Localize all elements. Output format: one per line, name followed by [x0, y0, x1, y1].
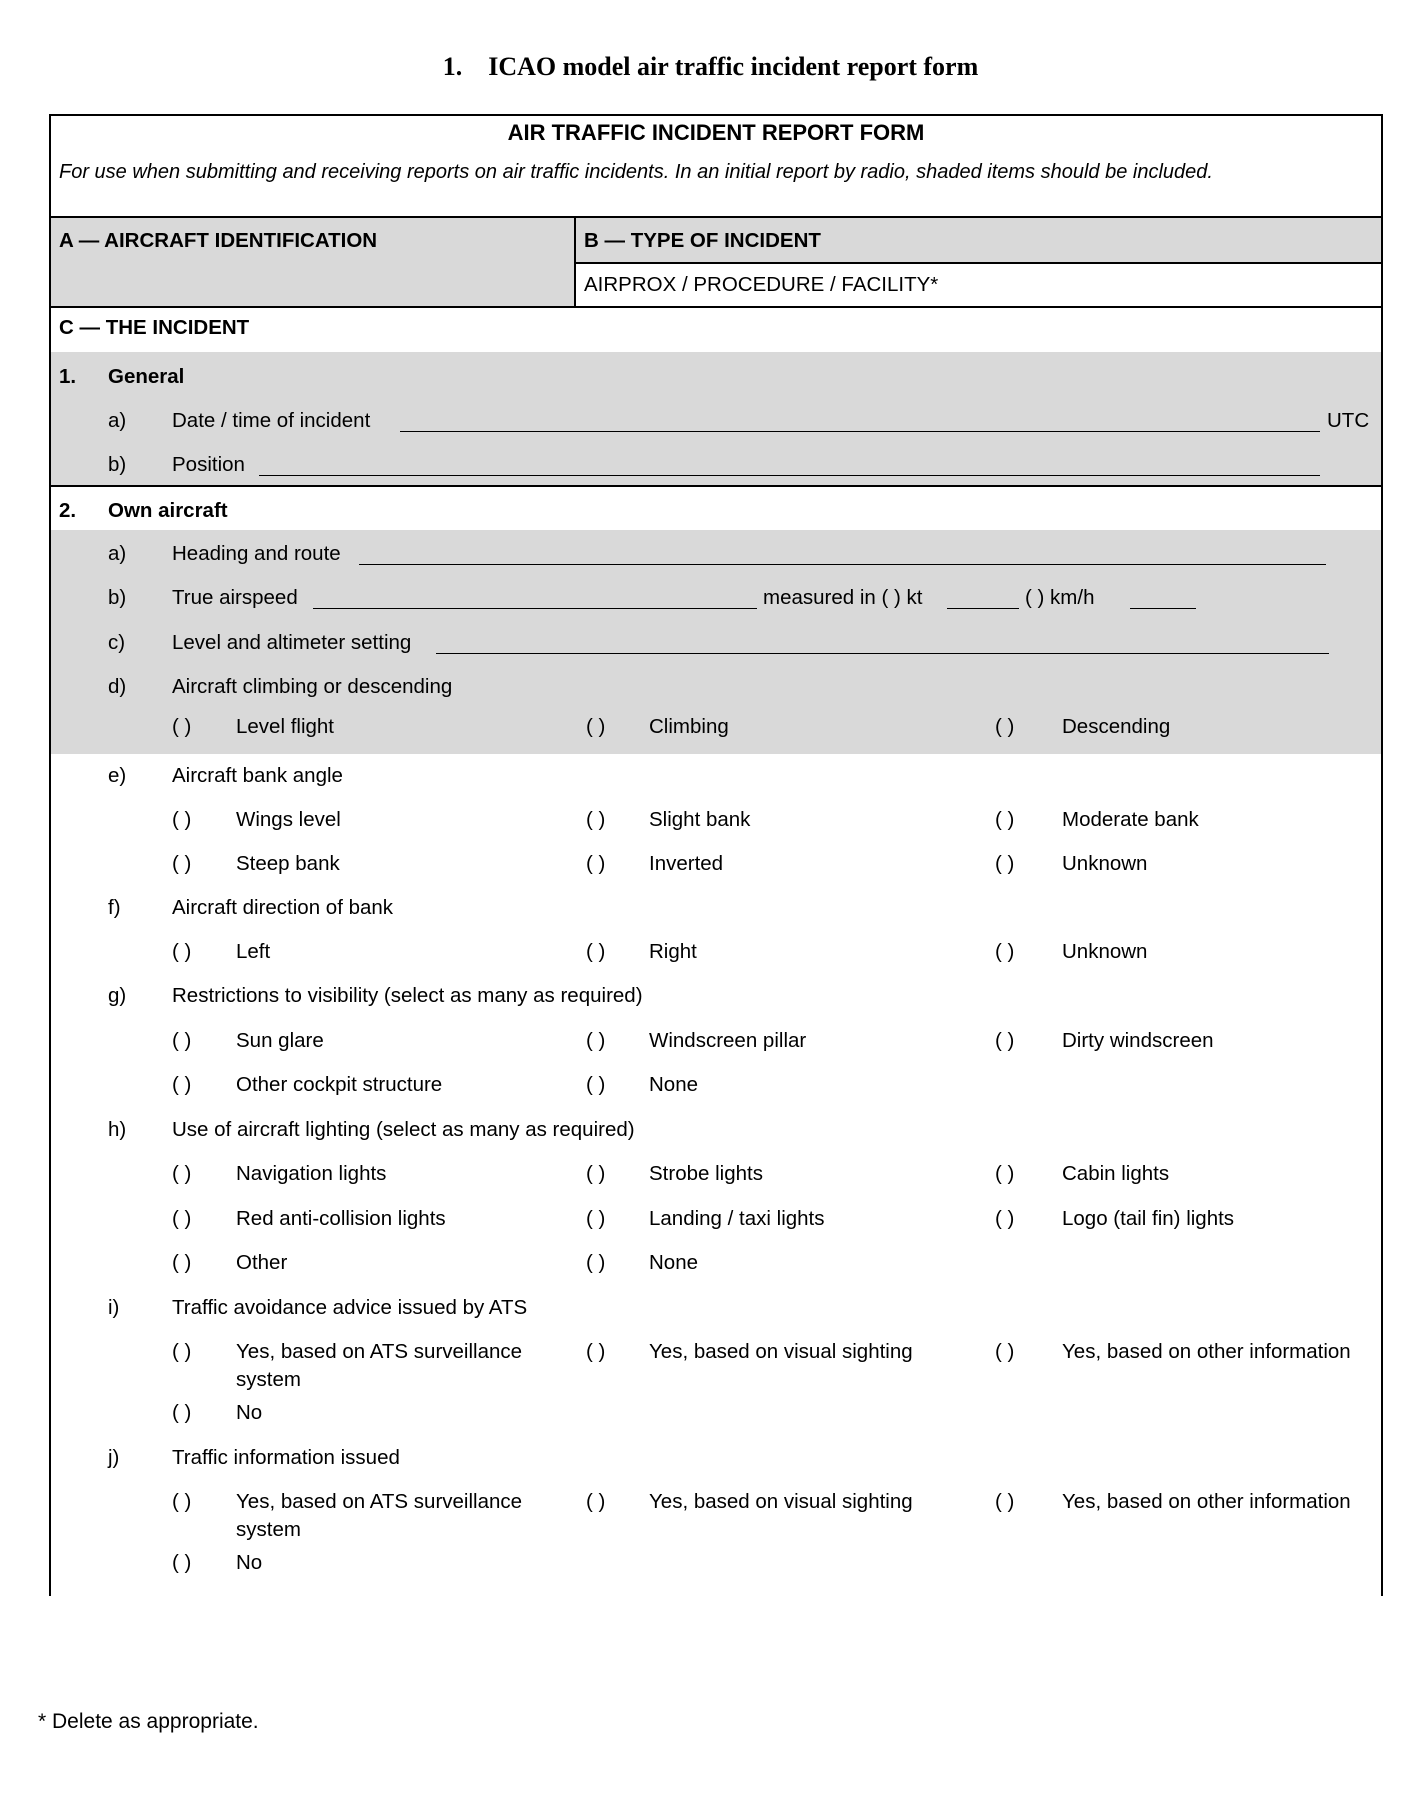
- checkbox-avoidance-other-info[interactable]: ( ): [995, 1340, 1015, 1363]
- measured-in-kt[interactable]: measured in ( ) kt: [763, 586, 923, 609]
- level-altimeter-field[interactable]: [436, 633, 1329, 654]
- option-lighting-none: None: [649, 1251, 699, 1274]
- checkbox-info-ats-surveillance[interactable]: ( ): [172, 1490, 192, 1513]
- kmh-option[interactable]: ( ) km/h: [1025, 586, 1095, 609]
- heading-route-field[interactable]: [359, 544, 1326, 565]
- option-avoidance-ats-surveillance-cont: system: [236, 1368, 301, 1391]
- option-red-anti-collision: Red anti-collision lights: [236, 1207, 446, 1230]
- section-a-label: A — AIRCRAFT IDENTIFICATION: [59, 229, 378, 252]
- checkbox-landing-taxi[interactable]: ( ): [586, 1207, 606, 1230]
- section-b-label: B — TYPE OF INCIDENT: [584, 229, 821, 252]
- option-sun-glare: Sun glare: [236, 1029, 324, 1052]
- own-c-letter: c): [108, 631, 126, 654]
- divider-heading: [51, 216, 1381, 218]
- climb-descend-label: Aircraft climbing or descending: [172, 675, 453, 698]
- visibility-label: Restrictions to visibility (select as many as required): [172, 984, 643, 1007]
- checkbox-descending[interactable]: ( ): [995, 715, 1015, 738]
- option-direction-unknown: Unknown: [1062, 940, 1148, 963]
- option-info-ats-surveillance-cont: system: [236, 1518, 301, 1541]
- level-altimeter-label: Level and altimeter setting: [172, 631, 412, 654]
- option-landing-taxi: Landing / taxi lights: [649, 1207, 825, 1230]
- option-lighting-other: Other: [236, 1251, 288, 1274]
- checkbox-info-other-info[interactable]: ( ): [995, 1490, 1015, 1513]
- own-i-letter: i): [108, 1296, 120, 1319]
- general-title: General: [108, 365, 185, 388]
- option-cabin-lights: Cabin lights: [1062, 1162, 1170, 1185]
- option-steep-bank: Steep bank: [236, 852, 340, 875]
- divider-b-value: [574, 262, 1381, 264]
- kt-field[interactable]: [947, 588, 1019, 609]
- option-avoidance-other-info: Yes, based on other information: [1062, 1340, 1351, 1363]
- section-c-label: C — THE INCIDENT: [59, 316, 250, 339]
- option-dirty-windscreen: Dirty windscreen: [1062, 1029, 1214, 1052]
- form-heading: AIR TRAFFIC INCIDENT REPORT FORM: [507, 120, 925, 145]
- option-visibility-none: None: [649, 1073, 699, 1096]
- checkbox-steep-bank[interactable]: ( ): [172, 852, 192, 875]
- document-title: [0, 52, 1421, 82]
- own-j-letter: j): [108, 1446, 120, 1469]
- own-f-letter: f): [108, 896, 121, 919]
- checkbox-logo-lights[interactable]: ( ): [995, 1207, 1015, 1230]
- checkbox-avoidance-ats-surveillance[interactable]: ( ): [172, 1340, 192, 1363]
- option-avoidance-no: No: [236, 1401, 263, 1424]
- option-info-other-info: Yes, based on other information: [1062, 1490, 1351, 1513]
- kmh-field[interactable]: [1130, 588, 1196, 609]
- incident-type-options[interactable]: AIRPROX / PROCEDURE / FACILITY*: [584, 273, 939, 296]
- own-e-letter: e): [108, 764, 127, 787]
- own-g-letter: g): [108, 984, 127, 1007]
- option-info-visual: Yes, based on visual sighting: [649, 1490, 913, 1513]
- footnote: * Delete as appropriate.: [38, 1710, 259, 1733]
- general-a-letter: a): [108, 409, 127, 432]
- option-info-no: No: [236, 1551, 263, 1574]
- checkbox-other-cockpit-structure[interactable]: ( ): [172, 1073, 192, 1096]
- checkbox-level-flight[interactable]: ( ): [172, 715, 192, 738]
- own-b-letter: b): [108, 586, 127, 609]
- checkbox-moderate-bank[interactable]: ( ): [995, 808, 1015, 831]
- checkbox-lighting-other[interactable]: ( ): [172, 1251, 192, 1274]
- option-slight-bank: Slight bank: [649, 808, 751, 831]
- date-time-label: Date / time of incident: [172, 409, 371, 432]
- option-navigation-lights: Navigation lights: [236, 1162, 387, 1185]
- incident-report-form: [49, 114, 1383, 1596]
- checkbox-climbing[interactable]: ( ): [586, 715, 606, 738]
- document-title-number: 1.: [442, 52, 463, 81]
- option-right: Right: [649, 940, 697, 963]
- bank-angle-label: Aircraft bank angle: [172, 764, 343, 787]
- option-windscreen-pillar: Windscreen pillar: [649, 1029, 807, 1052]
- option-avoidance-visual: Yes, based on visual sighting: [649, 1340, 913, 1363]
- option-other-cockpit-structure: Other cockpit structure: [236, 1073, 443, 1096]
- own-a-letter: a): [108, 542, 127, 565]
- option-wings-level: Wings level: [236, 808, 341, 831]
- position-field[interactable]: [259, 455, 1320, 476]
- checkbox-left[interactable]: ( ): [172, 940, 192, 963]
- general-b-letter: b): [108, 453, 127, 476]
- date-time-field[interactable]: [400, 411, 1320, 432]
- checkbox-sun-glare[interactable]: ( ): [172, 1029, 192, 1052]
- position-label: Position: [172, 453, 245, 476]
- own-d-letter: d): [108, 675, 127, 698]
- checkbox-info-no[interactable]: ( ): [172, 1551, 192, 1574]
- checkbox-slight-bank[interactable]: ( ): [586, 808, 606, 831]
- option-moderate-bank: Moderate bank: [1062, 808, 1199, 831]
- option-descending: Descending: [1062, 715, 1171, 738]
- utc-label: UTC: [1327, 409, 1370, 432]
- option-bank-unknown: Unknown: [1062, 852, 1148, 875]
- checkbox-bank-unknown[interactable]: ( ): [995, 852, 1015, 875]
- checkbox-dirty-windscreen[interactable]: ( ): [995, 1029, 1015, 1052]
- option-inverted: Inverted: [649, 852, 724, 875]
- option-info-ats-surveillance: Yes, based on ATS surveillance: [236, 1490, 523, 1513]
- own-aircraft-number: 2.: [59, 499, 77, 522]
- heading-route-label: Heading and route: [172, 542, 341, 565]
- checkbox-red-anti-collision[interactable]: ( ): [172, 1207, 192, 1230]
- option-climbing: Climbing: [649, 715, 729, 738]
- true-airspeed-label: True airspeed: [172, 586, 298, 609]
- divider-own-aircraft: [51, 485, 1381, 487]
- checkbox-visibility-none[interactable]: ( ): [586, 1073, 606, 1096]
- document-title-text: ICAO model air traffic incident report form: [488, 52, 979, 81]
- checkbox-inverted[interactable]: ( ): [586, 852, 606, 875]
- checkbox-wings-level[interactable]: ( ): [172, 808, 192, 831]
- checkbox-avoidance-no[interactable]: ( ): [172, 1401, 192, 1424]
- own-h-letter: h): [108, 1118, 127, 1141]
- traffic-info-label: Traffic information issued: [172, 1446, 400, 1469]
- checkbox-windscreen-pillar[interactable]: ( ): [586, 1029, 606, 1052]
- option-logo-lights: Logo (tail fin) lights: [1062, 1207, 1235, 1230]
- option-avoidance-ats-surveillance: Yes, based on ATS surveillance: [236, 1340, 523, 1363]
- divider-section-c: [51, 306, 1381, 308]
- checkbox-avoidance-visual[interactable]: ( ): [586, 1340, 606, 1363]
- checkbox-right[interactable]: ( ): [586, 940, 606, 963]
- avoidance-advice-label: Traffic avoidance advice issued by ATS: [172, 1296, 528, 1319]
- option-left: Left: [236, 940, 271, 963]
- option-strobe-lights: Strobe lights: [649, 1162, 763, 1185]
- checkbox-lighting-none[interactable]: ( ): [586, 1251, 606, 1274]
- own-aircraft-title: Own aircraft: [108, 499, 228, 522]
- form-intro: For use when submitting and receiving reports on air traffic incidents. In an initial report by radio, shaded items should be included.: [59, 161, 1213, 183]
- true-airspeed-field[interactable]: [313, 588, 757, 609]
- checkbox-info-visual[interactable]: ( ): [586, 1490, 606, 1513]
- option-level-flight: Level flight: [236, 715, 335, 738]
- checkbox-cabin-lights[interactable]: ( ): [995, 1162, 1015, 1185]
- checkbox-direction-unknown[interactable]: ( ): [995, 940, 1015, 963]
- checkbox-strobe-lights[interactable]: ( ): [586, 1162, 606, 1185]
- lighting-label: Use of aircraft lighting (select as many as required): [172, 1118, 635, 1141]
- bank-direction-label: Aircraft direction of bank: [172, 896, 394, 919]
- checkbox-navigation-lights[interactable]: ( ): [172, 1162, 192, 1185]
- general-number: 1.: [59, 365, 77, 388]
